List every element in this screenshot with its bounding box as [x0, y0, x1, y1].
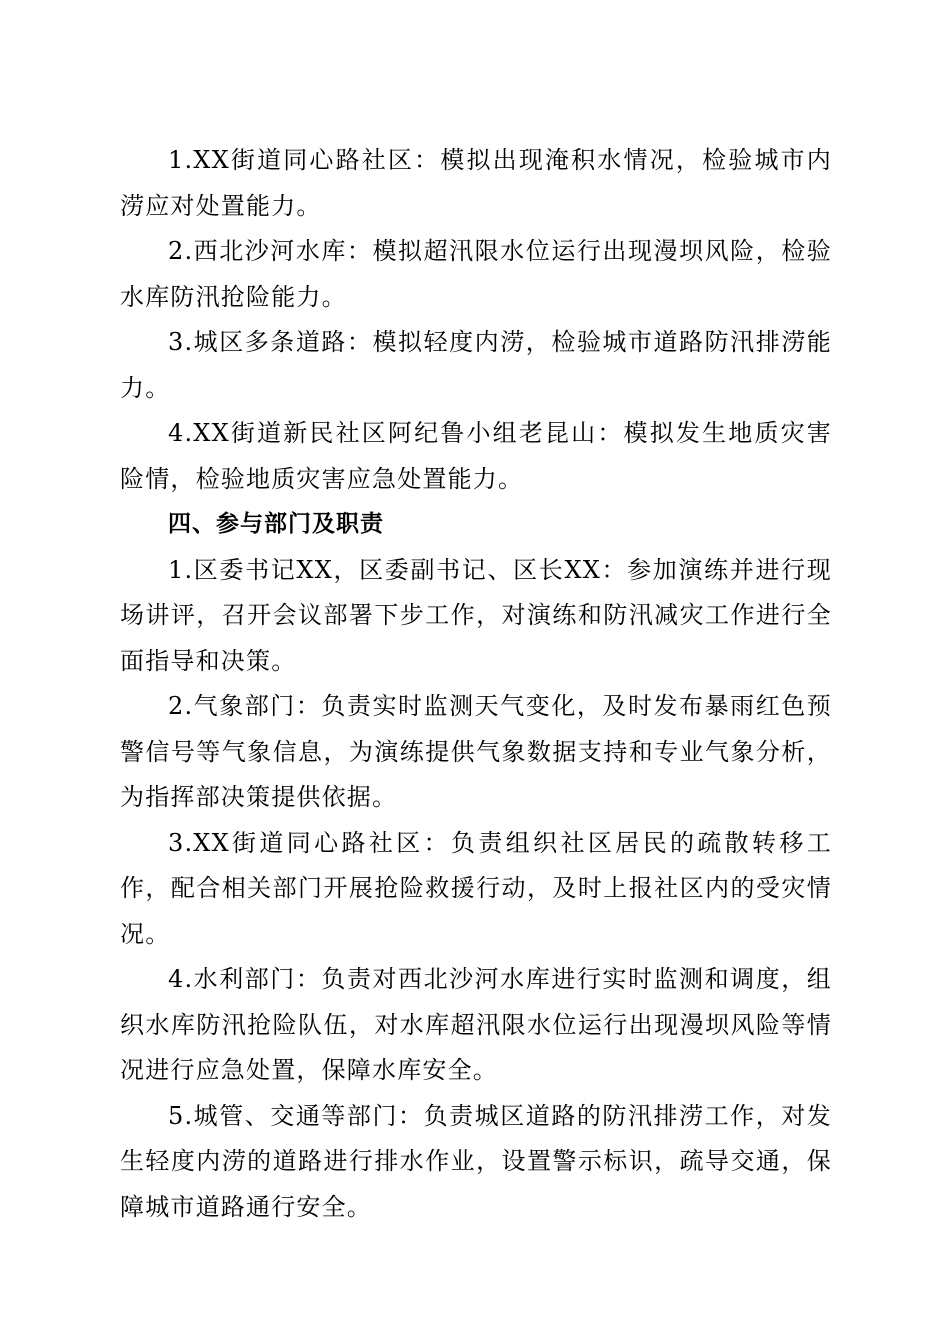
duty-item-5: 5.城管、交通等部门：负责城区道路的防汛排涝工作，对发生轻度内涝的道路进行排水作业，设置警示标识，疏导交通，保障城市道路通行安全。 [120, 1101, 832, 1221]
drill-site-item-3: 3.城区多条道路：模拟轻度内涝，检验城市道路防汛排涝能力。 [120, 328, 832, 402]
drill-site-item-1: 1.XX街道同心路社区：模拟出现淹积水情况，检验城市内涝应对处置能力。 [120, 146, 832, 220]
document-body [120, 138, 832, 1230]
drill-site-item-4: 4.XX街道新民社区阿纪鲁小组老昆山：模拟发生地质灾害险情，检验地质灾害应急处置能力。 [120, 419, 832, 493]
section-heading: 四、参与部门及职责 [168, 511, 384, 537]
duty-item-2: 2.气象部门：负责实时监测天气变化，及时发布暴雨红色预警信号等气象信息，为演练提供气象数据支持和专业气象分析，为指挥部决策提供依据。 [120, 692, 832, 811]
duty-item-3: 3.XX街道同心路社区：负责组织社区居民的疏散转移工作，配合相关部门开展抢险救援行动，及时上报社区内的受灾情况。 [120, 828, 832, 948]
drill-site-item-2: 2.西北沙河水库：模拟超汛限水位运行出现漫坝风险，检验水库防汛抢险能力。 [120, 237, 832, 311]
duty-item-1: 1.区委书记XX，区委副书记、区长XX：参加演练并进行现场讲评，召开会议部署下步工作，对演练和防汛减灾工作进行全面指导和决策。 [120, 555, 832, 675]
duty-item-4: 4.水利部门：负责对西北沙河水库进行实时监测和调度，组织水库防汛抢险队伍，对水库超汛限水位运行出现漫坝风险等情况进行应急处置，保障水库安全。 [120, 965, 832, 1084]
